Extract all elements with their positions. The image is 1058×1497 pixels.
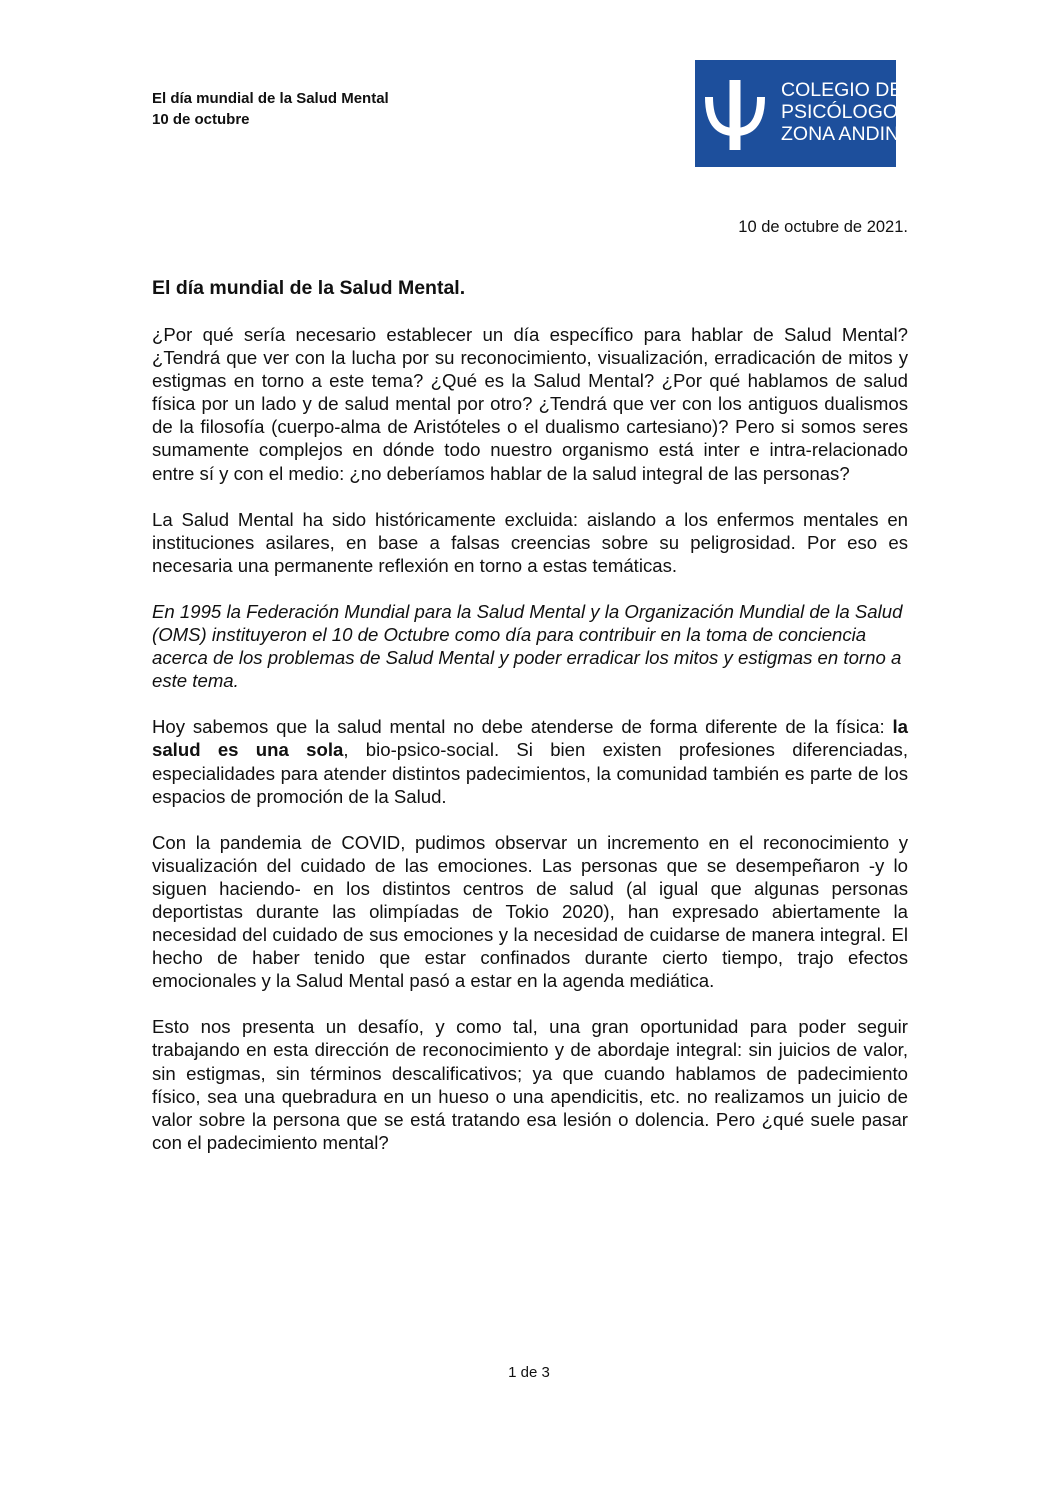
paragraph-5: Con la pandemia de COVID, pudimos observar un incremento en el reconocimiento y visualización del cuidado de las emociones. Las personas que se desempeñaron -y lo siguen haciendo- en los distintos centros de salud (al igual que algunas personas deportistas durante las olimpíadas de Tokio 2020), han expresado abiertamente la necesidad del cuidado de sus emociones y la necesidad de cuidarse de manera integral. El hecho de haber tenido que estar confinados durante cierto tiempo, trajo efectos emocionales y la Salud Mental pasó a estar en la agenda mediática. <box>152 831 908 992</box>
paragraph-6: Esto nos presenta un desafío, y como tal, una gran oportunidad para poder seguir trabajando en esta dirección de reconocimiento y de abordaje integral: sin juicios de valor, sin estigmas, sin términos descalificativos; ya que cuando hablamos de padecimiento físico, sea una quebradura en un hueso o una apendicitis, etc. no realizamos un juicio de valor sobre la persona que se está tratando esa lesión o dolencia. Pero ¿qué suele pasar con el padecimiento mental? <box>152 1016 908 1153</box>
running-header <box>152 88 389 130</box>
header-date: 10 de octubre <box>152 111 250 128</box>
paragraph-4-start: Hoy sabemos que la salud mental no debe atenderse de forma diferente de la física: <box>152 716 893 738</box>
paragraph-2: La Salud Mental ha sido históricamente excluida: aislando a los enfermos mentales en instituciones asilares, en base a falsas creencias sobre su peligrosidad. Por eso es necesaria una permanente reflexión en torno a estas temáticas. <box>152 508 908 576</box>
document-date: 10 de octubre de 2021. <box>738 218 908 236</box>
header-title: El día mundial de la Salud Mental <box>152 90 389 107</box>
paragraph-4-end: , bio-psico-social. Si bien existen profesiones diferenciadas, especialidades para atender distintos padecimientos, la comunidad también es parte de los espacios de promoción de la Salud. <box>152 739 908 807</box>
logo-line-1: COLEGIO DE <box>781 79 903 101</box>
logo-line-3: ZONA ANDINA <box>781 123 913 145</box>
page-number: 1 de 3 <box>508 1364 550 1381</box>
document-title: El día mundial de la Salud Mental. <box>152 277 466 299</box>
paragraph-1: ¿Por qué sería necesario establecer un día específico para hablar de Salud Mental? ¿Tendrá que ver con la lucha por su reconocimiento, visualización, erradicación de mitos y estigmas en torno a este tema? ¿Qué es la Salud Mental? ¿Por qué hablamos de salud física por un lado y de salud mental por otro? ¿Tendrá que ver con los antiguos dualismos de la filosofía (cuerpo-alma de Aristóteles o el dualismo cartesiano)? Pero si somos seres sumamente complejos en dónde todo nuestro organismo está inter e intra-relacionado entre sí y con el medio: ¿no deberíamos hablar de la salud integral de las personas? <box>152 324 908 484</box>
document-body <box>152 323 908 1177</box>
colegio-psicologos-logo <box>695 60 913 167</box>
paragraph-3: En 1995 la Federación Mundial para la Salud Mental y la Organización Mundial de la Salud (OMS) instituyeron el 10 de Octubre como día para contribuir en la toma de conciencia acerca de los problemas de Salud Mental y poder erradicar los mitos y estigmas en torno a este tema. <box>152 600 903 692</box>
logo-line-2: PSICÓLOGOS <box>781 101 912 123</box>
paragraph-4-emphasis: la salud es una sola <box>152 716 908 761</box>
paragraph-4 <box>152 715 908 807</box>
